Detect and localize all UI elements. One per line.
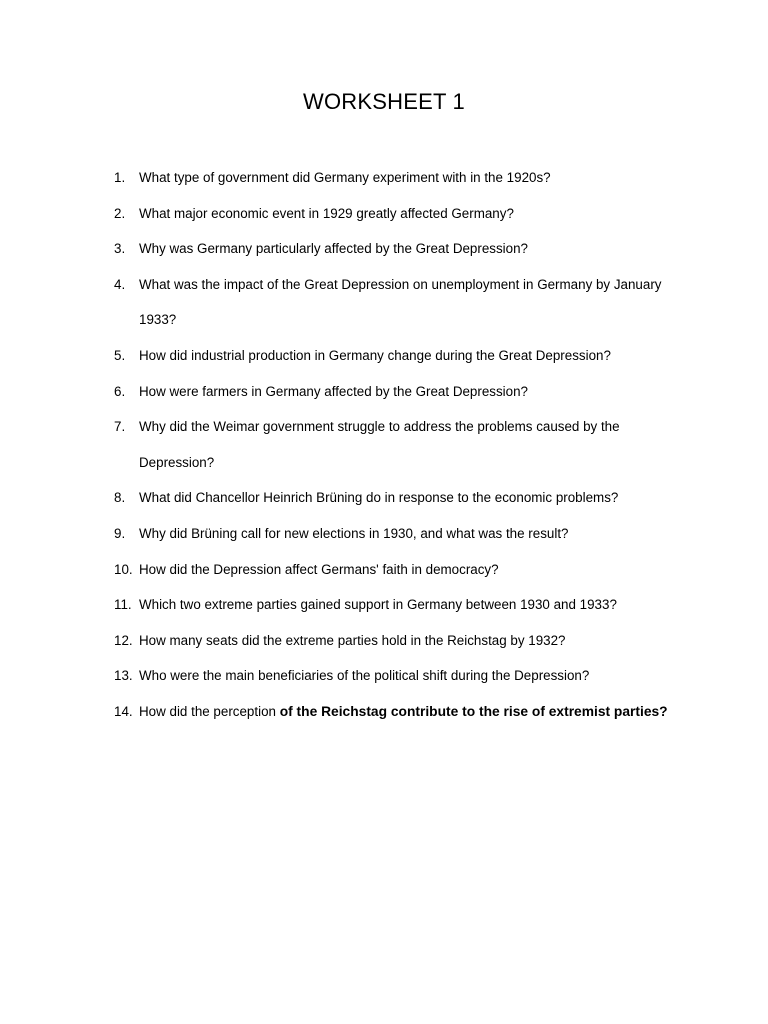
question-number: 10. bbox=[114, 561, 133, 577]
question-item-7 bbox=[114, 409, 694, 480]
question-number: 14. bbox=[114, 703, 133, 719]
question-item-13 bbox=[114, 658, 694, 694]
question-item-12 bbox=[114, 623, 694, 659]
question-number: 2. bbox=[114, 205, 126, 221]
question-number: 1. bbox=[114, 170, 126, 185]
question-text: What did Chancellor Heinrich Brüning do in response to the economic problems? bbox=[139, 490, 619, 506]
question-number: 6. bbox=[114, 383, 126, 399]
question-text: Why did Brüning call for new elections in 1930, and what was the result? bbox=[139, 525, 569, 541]
question-number: 5. bbox=[114, 347, 126, 363]
question-text-emphasis: of the Reichstag contribute to the rise of extremist parties? bbox=[279, 703, 668, 719]
question-number: 9. bbox=[114, 525, 126, 541]
question-number: 11. bbox=[114, 597, 132, 613]
question-number: 12. bbox=[114, 632, 133, 648]
question-item-2 bbox=[114, 196, 694, 232]
question-text: How did the Depression affect Germans' faith in democracy? bbox=[139, 561, 499, 577]
question-text: How did industrial production in Germany change during the Great Depression? bbox=[139, 347, 611, 363]
question-number: 3. bbox=[114, 241, 126, 257]
question-number: 7. bbox=[114, 419, 126, 435]
question-item-4 bbox=[114, 267, 694, 338]
question-text: How were farmers in Germany affected by the Great Depression? bbox=[139, 383, 528, 399]
question-text: Why did the Weimar government struggle to address the problems caused by the Depression? bbox=[139, 419, 620, 470]
question-number: 13. bbox=[114, 668, 133, 684]
question-list bbox=[114, 160, 694, 730]
question-item-5 bbox=[114, 338, 694, 374]
question-item-9 bbox=[114, 516, 694, 552]
question-text: What major economic event in 1929 greatly affected Germany? bbox=[139, 205, 514, 221]
question-item-14 bbox=[114, 694, 694, 730]
question-number: 8. bbox=[114, 490, 126, 506]
question-item-10 bbox=[114, 552, 694, 588]
question-item-1 bbox=[114, 160, 694, 196]
question-text: Why was Germany particularly affected by the Great Depression? bbox=[139, 241, 528, 257]
worksheet-title: WORKSHEET 1 bbox=[303, 89, 465, 114]
question-item-8 bbox=[114, 480, 694, 516]
question-text: Which two extreme parties gained support in Germany between 1930 and 1933? bbox=[139, 597, 617, 613]
question-text: What type of government did Germany experiment with in the 1920s? bbox=[139, 170, 551, 185]
question-item-6 bbox=[114, 374, 694, 410]
question-text: What was the impact of the Great Depression on unemployment in Germany by January 1933? bbox=[139, 276, 662, 328]
question-text: How many seats did the extreme parties hold in the Reichstag by 1932? bbox=[139, 632, 566, 648]
question-text: How did the perception bbox=[139, 703, 280, 719]
question-text: Who were the main beneficiaries of the political shift during the Depression? bbox=[139, 668, 590, 684]
question-item-11 bbox=[114, 587, 694, 623]
question-number: 4. bbox=[114, 276, 126, 292]
question-item-3 bbox=[114, 231, 694, 267]
